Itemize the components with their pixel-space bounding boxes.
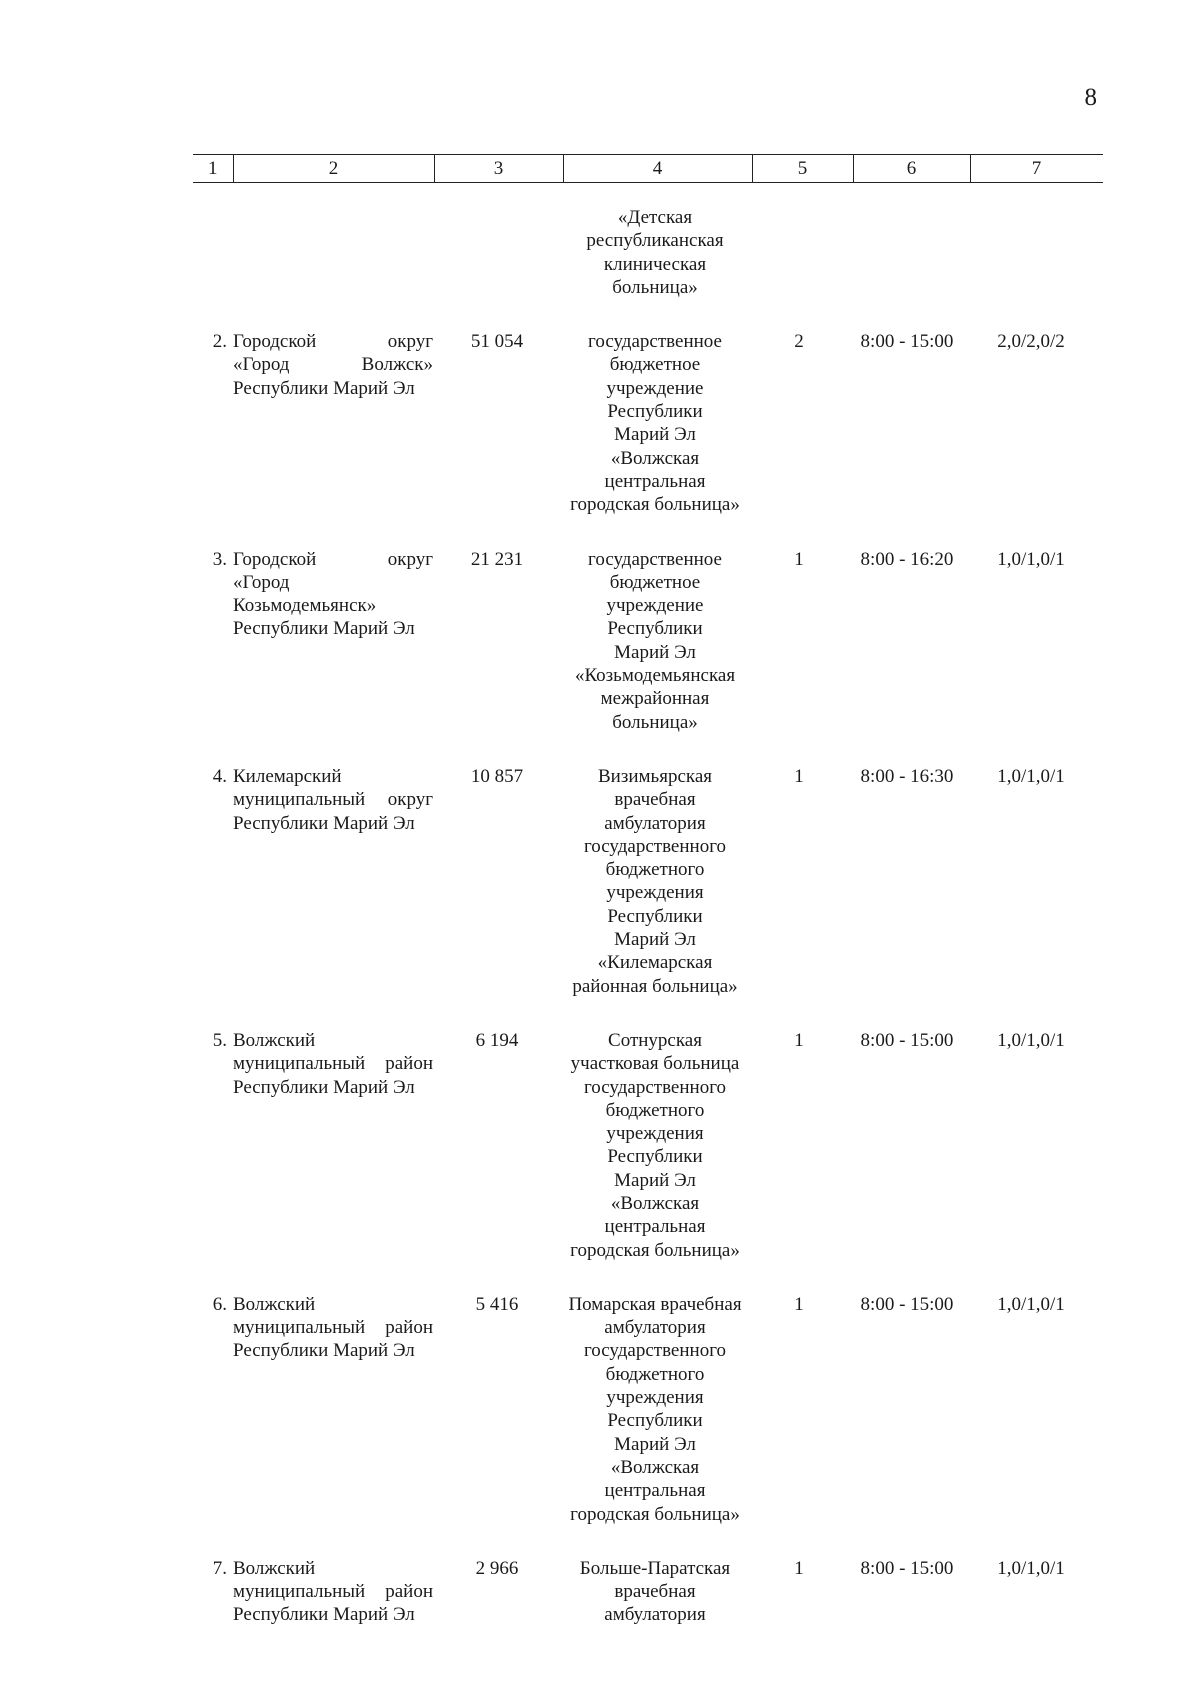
district-line — [233, 1076, 433, 1099]
count-cell: 1 — [794, 765, 804, 787]
hours-cell: 8:00 - 16:20 — [860, 548, 954, 570]
row-spacer — [193, 1262, 1097, 1293]
text-line: районная больница» — [572, 975, 738, 997]
row-number: 4. — [212, 765, 227, 787]
ratio-cell: 1,0/1,0/1 — [997, 765, 1065, 787]
text-line: государственного — [583, 1340, 727, 1362]
district-line — [233, 1029, 433, 1052]
institution-cell — [561, 1557, 749, 1627]
institution-cell — [561, 1029, 749, 1262]
text-line: государственное — [588, 331, 722, 353]
district-line — [233, 594, 433, 617]
district-line — [233, 765, 433, 788]
text-line: бюджетного — [605, 1363, 705, 1385]
district-line — [233, 1293, 433, 1316]
header-col-5: 5 — [752, 155, 853, 183]
institution-cell — [561, 548, 749, 734]
ratio-cell — [965, 206, 1097, 299]
text-line: Республики — [607, 1146, 703, 1168]
row-number: 3. — [212, 548, 227, 570]
text-line: республиканская — [586, 230, 724, 252]
district-line — [233, 1316, 433, 1339]
header-col-3: 3 — [434, 155, 563, 183]
text-line: учреждение — [606, 595, 704, 617]
text-line: участковая больница — [570, 1053, 740, 1075]
row-number: 2. — [212, 331, 227, 353]
row-spacer — [193, 299, 1097, 330]
count-cell — [749, 206, 849, 299]
population-cell: 2 966 — [475, 1557, 519, 1579]
text-line: амбулатория — [604, 1604, 706, 1626]
text-line: государственного — [583, 835, 727, 857]
district-word: Волжский — [233, 1557, 316, 1579]
text-line: центральная — [604, 1216, 706, 1238]
text-line: Республики — [607, 401, 703, 423]
text-line: амбулатория — [604, 812, 706, 834]
page-number: 8 — [1084, 84, 1097, 111]
row-spacer — [193, 734, 1097, 765]
row-number: 7. — [212, 1557, 227, 1579]
institution-cell — [561, 330, 749, 516]
district-line — [233, 1339, 433, 1362]
text-line: Марий Эл — [614, 929, 696, 951]
text-line: Больше-Паратская — [579, 1557, 731, 1579]
district-cell — [233, 548, 433, 734]
text-line: «Волжская — [610, 447, 700, 469]
header-col-1: 1 — [193, 155, 233, 183]
text-line: «Детская — [617, 207, 693, 228]
district-word: Волжский — [233, 1029, 316, 1051]
district-cell — [233, 1293, 433, 1526]
header-col-4: 4 — [563, 155, 752, 183]
hours-cell: 8:00 - 15:00 — [860, 331, 954, 353]
district-cell — [233, 765, 433, 998]
district-word: округ — [387, 789, 433, 811]
text-line: «Килемарская — [597, 952, 713, 974]
text-line: «Волжская — [610, 1456, 700, 1478]
ratio-cell: 1,0/1,0/1 — [997, 548, 1065, 570]
table-row — [193, 548, 1097, 734]
district-word: Республики Марий Эл — [233, 377, 415, 399]
institution-cell — [561, 765, 749, 998]
text-line: Марий Эл — [614, 641, 696, 663]
hours-cell — [849, 206, 965, 299]
table-row — [193, 330, 1097, 516]
district-cell — [233, 330, 433, 516]
text-line: учреждения — [606, 882, 704, 904]
row-number: 5. — [212, 1029, 227, 1051]
text-line: больница» — [612, 276, 698, 298]
population-cell: 10 857 — [470, 765, 524, 787]
district-line — [233, 1557, 433, 1580]
district-word: «Город — [233, 354, 290, 376]
district-word: округ — [387, 548, 433, 570]
population-cell: 21 231 — [470, 548, 524, 570]
district-word: Республики Марий Эл — [233, 618, 415, 640]
district-word: Республики Марий Эл — [233, 1076, 415, 1098]
text-line: Визимьярская — [598, 765, 712, 787]
ratio-cell: 1,0/1,0/1 — [997, 1557, 1065, 1579]
text-line: городская больница» — [570, 1503, 740, 1525]
district-line — [233, 330, 433, 353]
institution-cell — [561, 206, 749, 299]
row-spacer — [193, 517, 1097, 548]
district-word: Республики Марий Эл — [233, 812, 415, 834]
text-line: городская больница» — [570, 494, 740, 516]
district-cell — [233, 1557, 433, 1627]
row-number: 6. — [212, 1293, 227, 1315]
table-header — [193, 154, 1103, 183]
text-line: «Козьмодемьянская — [574, 665, 736, 687]
text-line: межрайонная — [600, 688, 710, 710]
text-line: Сотнурская — [608, 1029, 702, 1051]
header-col-6: 6 — [853, 155, 970, 183]
text-line: Помарская врачебная — [568, 1293, 742, 1315]
district-word: муниципальный — [233, 1317, 366, 1339]
text-line: Марий Эл — [614, 1433, 696, 1455]
district-line — [233, 812, 433, 835]
ratio-cell: 2,0/2,0/2 — [997, 331, 1065, 353]
text-line: учреждение — [606, 377, 704, 399]
district-line — [233, 788, 433, 811]
text-line: бюджетное — [609, 571, 701, 593]
district-word: муниципальный — [233, 1053, 366, 1075]
institution-cell — [561, 1293, 749, 1526]
header-col-7: 7 — [970, 155, 1103, 183]
table-row — [193, 765, 1097, 998]
district-word: Республики Марий Эл — [233, 1604, 415, 1626]
district-word: «Город — [233, 571, 290, 593]
row-number — [193, 206, 233, 299]
text-line: учреждения — [606, 1387, 704, 1409]
district-word: район — [385, 1581, 433, 1603]
text-line: бюджетного — [605, 1099, 705, 1121]
table-row-continuation — [193, 206, 1097, 299]
count-cell: 1 — [794, 1029, 804, 1051]
text-line: врачебная — [614, 1581, 696, 1603]
district-word: Городской — [233, 331, 317, 353]
district-word: муниципальный — [233, 1581, 366, 1603]
district-line — [233, 571, 433, 594]
count-cell: 2 — [794, 331, 804, 353]
district-word: район — [385, 1317, 433, 1339]
hours-cell: 8:00 - 15:00 — [860, 1029, 954, 1051]
district-line — [233, 1603, 433, 1626]
district-word: район — [385, 1053, 433, 1075]
text-line: Марий Эл — [614, 424, 696, 446]
text-line: амбулатория — [604, 1317, 706, 1339]
text-line: «Волжская — [610, 1192, 700, 1214]
hours-cell: 8:00 - 15:00 — [860, 1293, 954, 1315]
row-spacer — [193, 1526, 1097, 1557]
district-word: Волжск» — [361, 354, 433, 376]
count-cell: 1 — [794, 548, 804, 570]
population-cell: 6 194 — [475, 1029, 519, 1051]
text-line: городская больница» — [570, 1239, 740, 1261]
count-cell: 1 — [794, 1557, 804, 1579]
district-cell — [233, 1029, 433, 1262]
table-row — [193, 1557, 1097, 1627]
text-line: учреждения — [606, 1123, 704, 1145]
hours-cell: 8:00 - 16:30 — [860, 765, 954, 787]
district-word: Волжский — [233, 1293, 316, 1315]
text-line: Марий Эл — [614, 1169, 696, 1191]
row-spacer — [193, 998, 1097, 1029]
district-line — [233, 617, 433, 640]
district-word: Килемарский — [233, 765, 342, 787]
hours-cell: 8:00 - 15:00 — [860, 1557, 954, 1579]
population-cell: 5 416 — [475, 1293, 519, 1315]
ratio-cell: 1,0/1,0/1 — [997, 1293, 1065, 1315]
table-row — [193, 1293, 1097, 1526]
text-line: клиническая — [603, 253, 707, 275]
district-word: Козьмодемьянск» — [233, 595, 377, 617]
district-line — [233, 1580, 433, 1603]
table-row — [193, 1029, 1097, 1262]
district-word: Республики Марий Эл — [233, 1340, 415, 1362]
district-cell — [233, 206, 433, 299]
header-col-2: 2 — [233, 155, 434, 183]
text-line: государственное — [588, 548, 722, 570]
text-line: центральная — [604, 470, 706, 492]
text-line: Республики — [607, 1410, 703, 1432]
table-body — [193, 206, 1097, 1627]
text-line: больница» — [612, 711, 698, 733]
district-word: округ — [387, 331, 433, 353]
text-line: бюджетное — [609, 354, 701, 376]
district-line — [233, 377, 433, 400]
ratio-cell: 1,0/1,0/1 — [997, 1029, 1065, 1051]
population-cell — [433, 206, 561, 299]
district-line — [233, 353, 433, 376]
district-line — [233, 1052, 433, 1075]
district-line — [233, 548, 433, 571]
text-line: Республики — [607, 905, 703, 927]
district-word: муниципальный — [233, 789, 366, 811]
text-line: бюджетного — [605, 859, 705, 881]
text-line: Республики — [607, 618, 703, 640]
population-cell: 51 054 — [470, 331, 524, 353]
count-cell: 1 — [794, 1293, 804, 1315]
text-line: государственного — [583, 1076, 727, 1098]
district-word: Городской — [233, 548, 317, 570]
text-line: центральная — [604, 1480, 706, 1502]
text-line: врачебная — [614, 789, 696, 811]
